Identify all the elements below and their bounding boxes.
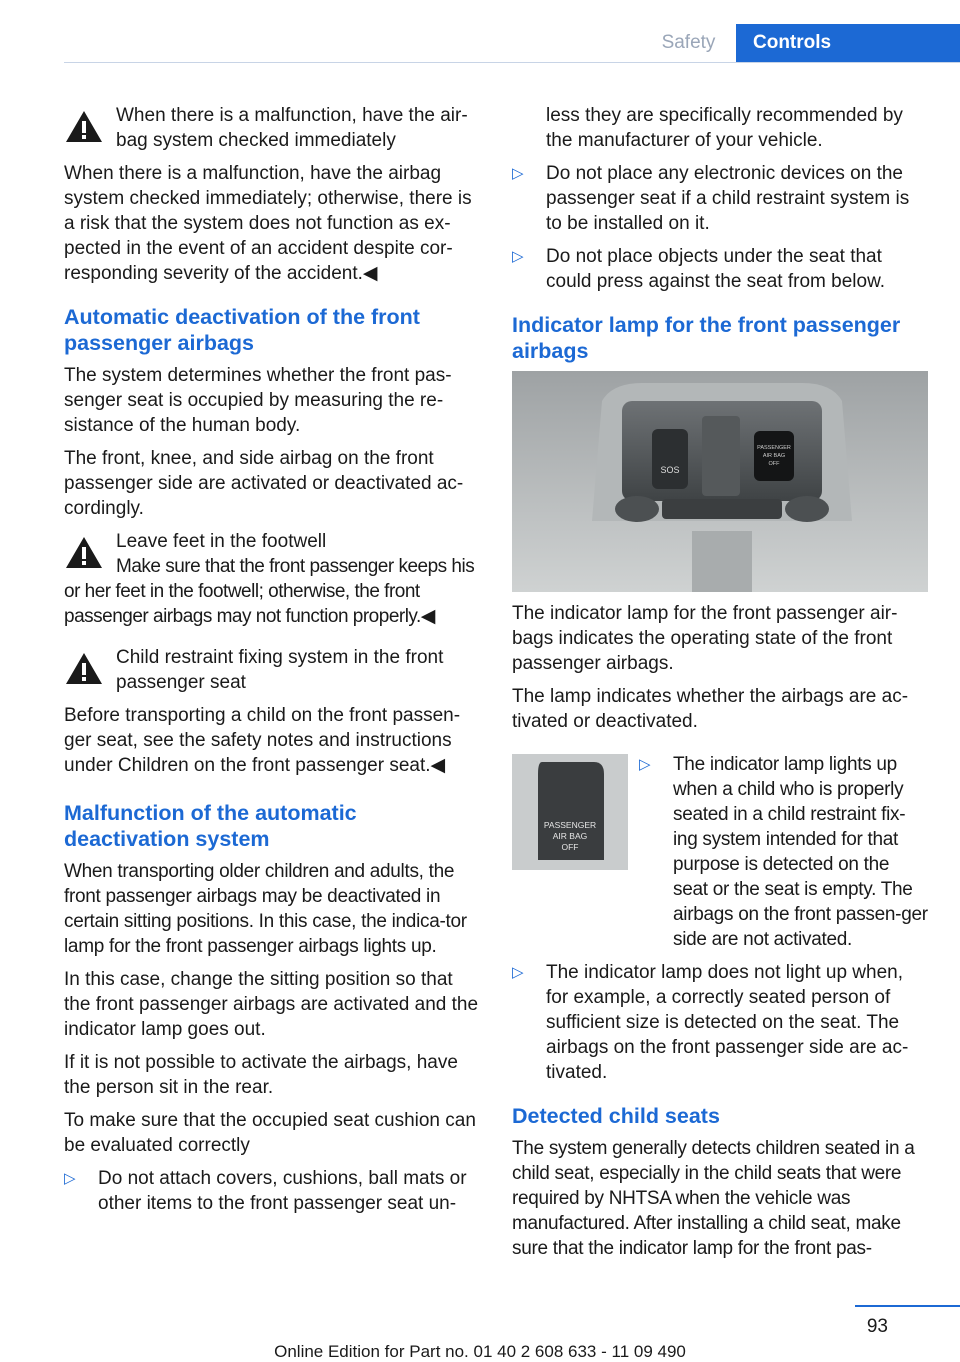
indicator-lamp-block (512, 752, 928, 952)
warning-title: Child restraint fixing system in the front passenger seat (116, 647, 444, 693)
header-tab-safety: Safety (661, 32, 716, 53)
lamp-label-line: OFF (768, 461, 780, 467)
bullet-triangle-icon: ▷ (512, 165, 524, 182)
left-column (64, 103, 480, 1224)
paragraph: When transporting older children and adults, the front passenger airbags may be deactivated in certain sitting positions. In this case, the indica‐tor lamp for the front passenger airbags lights up. (64, 861, 467, 957)
page-number: 93 (866, 1316, 888, 1337)
warning-text: When there is a malfunction, have the airbag system checked immediately; otherwise, there is a risk that the system does not function as ex‐pected in the event of an accident despite cor‐responding severity of the accident.◀ (64, 163, 472, 284)
paragraph: The lamp indicates whether the airbags are ac‐tivated or deactivated. (512, 686, 909, 732)
list-item-text: Do not place objects under the seat that could press against the seat from below. (546, 246, 886, 292)
bullet-triangle-icon: ▷ (639, 756, 651, 773)
list-item (639, 752, 928, 952)
list-item (512, 161, 928, 236)
warning-malfunction (64, 103, 480, 153)
footer-rule (855, 1305, 960, 1307)
list-item (64, 1166, 480, 1216)
warning-triangle-icon (64, 535, 104, 570)
paragraph: To make sure that the occupied seat cushion can be evaluated correctly (64, 1110, 476, 1156)
bullet-triangle-icon: ▷ (512, 248, 524, 265)
lamp-label-line: PASSENGER (757, 445, 791, 451)
paragraph: The system determines whether the front pas‐senger seat is occupied by measuring the re‐sistance of the human body. (64, 365, 452, 436)
lamp-label-line: PASSENGER (543, 820, 597, 830)
warning-footwell (64, 529, 480, 629)
warning-title: Leave feet in the footwell (116, 531, 327, 552)
section-heading: Automatic deactivation of the front passenger airbags (64, 305, 420, 355)
paragraph: The front, knee, and side airbag on the front passenger side are activated or deactivated ac‐cordingly. (64, 448, 464, 519)
paragraph: The system generally detects children seated in a child seat, especially in the child seats that were required by NHTSA when the vehicle was manufactured. After installing a child seat, make sure that the indicator lamp for the front pas‐ (512, 1138, 915, 1259)
edition-line: Online Edition for Part no. 01 40 2 608 633 - 11 09 490 (274, 1342, 686, 1361)
paragraph: If it is not possible to activate the airbags, have the person sit in the rear. (64, 1052, 458, 1098)
warning-title: When there is a malfunction, have the air‐bag system checked immediately (116, 105, 468, 151)
right-column (512, 103, 928, 1269)
warning-child-restraint (64, 645, 480, 695)
header-rule (64, 62, 960, 63)
overhead-console-photo (512, 371, 928, 592)
section-heading: Malfunction of the automatic deactivation system (64, 801, 357, 851)
list-item-text: The indicator lamp does not light up when, for example, a correctly seated person of sufficient size is detected on the seat. The airbags on the front passenger side are ac‐tivated. (546, 962, 909, 1083)
lamp-label-line: OFF (561, 842, 579, 852)
list-item-text: Do not attach covers, cushions, ball mats or other items to the front passenger seat un‐ (98, 1168, 467, 1214)
sos-button-label: SOS (660, 465, 680, 475)
bullet-triangle-icon: ▷ (512, 964, 524, 981)
paragraph: The indicator lamp for the front passenger air‐bags indicates the operating state of the front passenger airbags. (512, 603, 898, 674)
list-item (512, 960, 928, 1085)
warning-text: Before transporting a child on the front passen‐ger seat, see the safety notes and instructions under Children on the front passenger seat.◀ (64, 705, 461, 776)
warning-text: Make sure that the front passenger keeps his or her feet in the footwell; otherwise, the front passenger airbags may not function properly.◀ (64, 556, 475, 627)
bullet-triangle-icon: ▷ (64, 1170, 76, 1187)
section-heading: Detected child seats (512, 1104, 720, 1128)
list-item-text: The indicator lamp lights up when a child who is properly seated in a child restraint fix‐ing system intended for that purpose is detected on the seat or the seat is empty. The airbags on the front passen‐ger side are not activated. (673, 754, 928, 950)
paragraph: In this case, change the sitting position so that the front passenger airbags are activated and the indicator lamp goes out. (64, 969, 479, 1040)
warning-triangle-icon (64, 651, 104, 686)
section-heading: Indicator lamp for the front passenger airbags (512, 313, 901, 363)
header-tab-controls: Controls (736, 24, 960, 62)
warning-triangle-icon (64, 109, 104, 144)
lamp-label-line: AIR BAG (762, 453, 786, 459)
lamp-label-line: AIR BAG (552, 831, 588, 841)
list-item-continuation: less they are specifically recommended by the manufacturer of your vehicle. (546, 105, 903, 151)
passenger-airbag-off-lamp-photo (512, 754, 628, 870)
list-item (512, 244, 928, 294)
list-item-text: Do not place any electronic devices on the passenger seat if a child restraint system is to be installed on it. (546, 163, 910, 234)
